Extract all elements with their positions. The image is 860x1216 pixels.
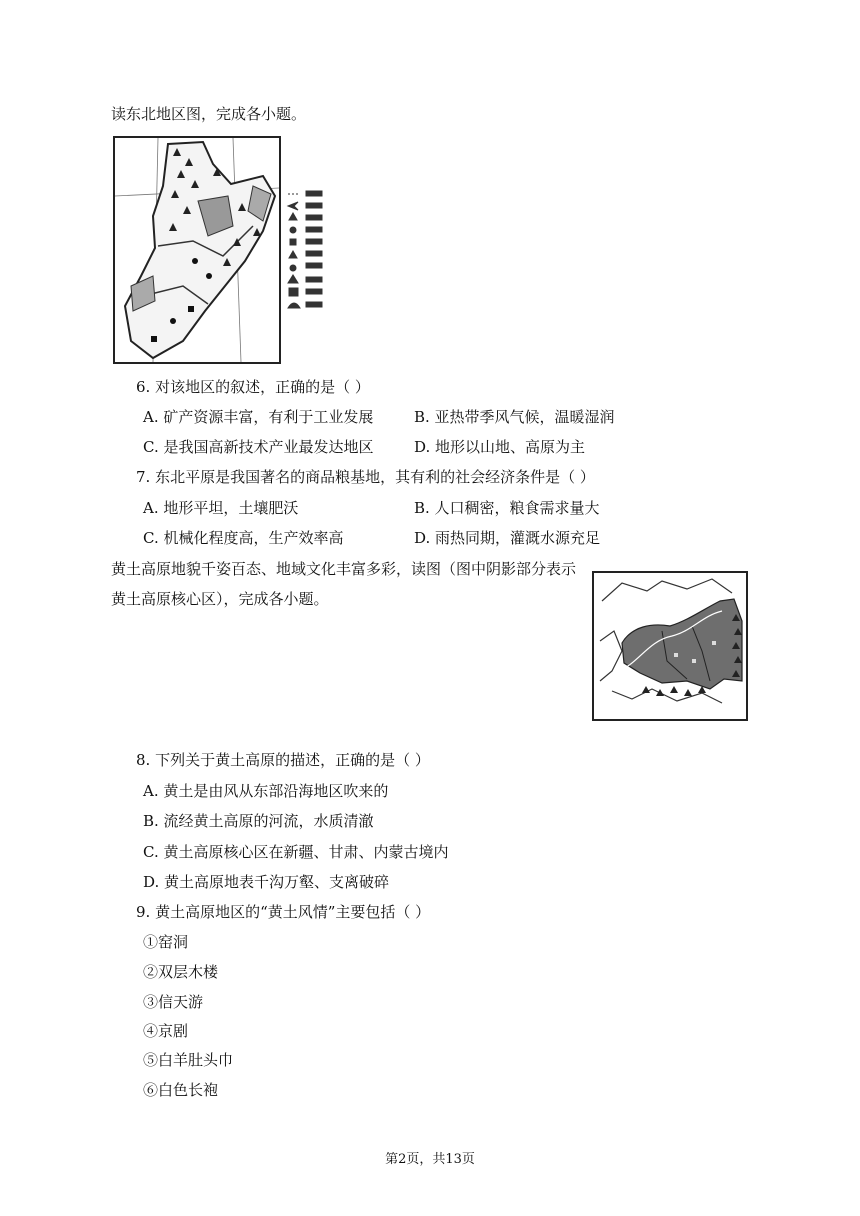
legend-graphic <box>286 188 326 320</box>
question-9-item: ④京剧 <box>143 1022 189 1040</box>
intro-northeast: 读东北地区图，完成各小题。 <box>111 105 307 123</box>
question-8-option-b: B. 流经黄土高原的河流，水质清澈 <box>143 812 374 830</box>
question-9-stem: 9. 黄土高原地区的“黄土风情”主要包括（ ） <box>136 903 431 921</box>
loess-map-graphic <box>592 571 748 721</box>
question-6-option-a: A. 矿产资源丰富，有利于工业发展 <box>143 408 374 426</box>
question-7-option-d: D. 雨热同期，灌溉水源充足 <box>414 529 601 547</box>
northeast-map-graphic <box>113 136 281 364</box>
question-6-stem: 6. 对该地区的叙述，正确的是（ ） <box>136 378 370 396</box>
intro-loess-line1: 黄土高原地貌千姿百态、地域文化丰富多彩，读图（图中阴影部分表示 <box>111 560 577 578</box>
northeast-map-legend <box>286 188 326 320</box>
question-9-item: ①窑洞 <box>143 933 189 951</box>
question-9-item: ⑥白色长袍 <box>143 1081 219 1099</box>
question-8-option-c: C. 黄土高原核心区在新疆、甘肃、内蒙古境内 <box>143 843 449 861</box>
question-8-option-a: A. 黄土是由风从东部沿海地区吹来的 <box>143 782 389 800</box>
question-9-item: ⑤白羊肚头巾 <box>143 1051 234 1069</box>
question-7-stem: 7. 东北平原是我国著名的商品粮基地，其有利的社会经济条件是（ ） <box>136 468 595 486</box>
question-7-option-c: C. 机械化程度高，生产效率高 <box>143 529 344 547</box>
question-7-option-a: A. 地形平坦，土壤肥沃 <box>143 499 299 517</box>
northeast-map <box>113 136 281 364</box>
question-6-option-b: B. 亚热带季风气候，温暖湿润 <box>414 408 615 426</box>
intro-loess-line2: 黄土高原核心区），完成各小题。 <box>111 590 329 608</box>
question-8-option-d: D. 黄土高原地表千沟万壑、支离破碎 <box>143 873 390 891</box>
question-7-option-b: B. 人口稠密，粮食需求量大 <box>414 499 600 517</box>
loess-plateau-map <box>592 571 748 721</box>
page-footer: 第2页，共13页 <box>385 1152 475 1167</box>
question-9-item: ③信天游 <box>143 993 204 1011</box>
question-6-option-d: D. 地形以山地、高原为主 <box>414 438 586 456</box>
question-8-stem: 8. 下列关于黄土高原的描述，正确的是（ ） <box>136 751 430 769</box>
question-9-item: ②双层木楼 <box>143 963 219 981</box>
question-6-option-c: C. 是我国高新技术产业最发达地区 <box>143 438 374 456</box>
